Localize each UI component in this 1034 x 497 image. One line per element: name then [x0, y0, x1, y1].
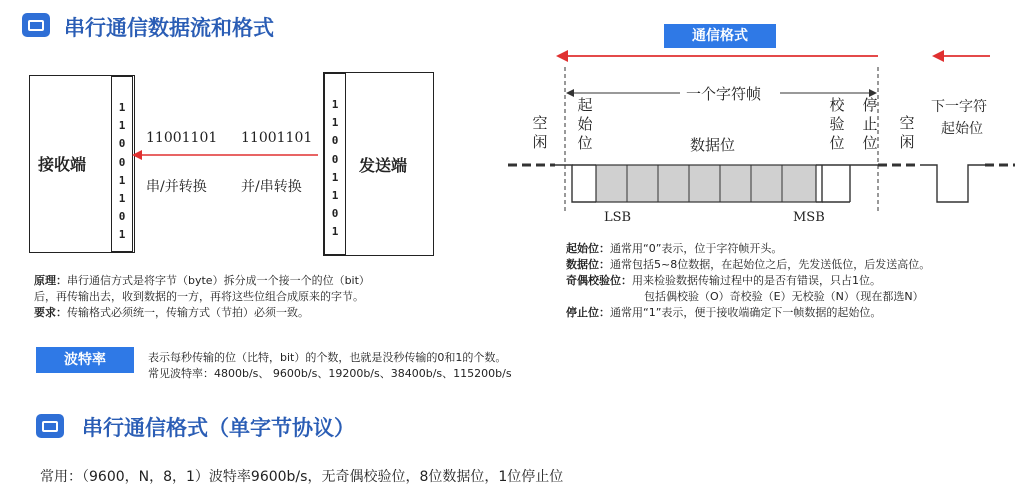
bit-value: 1 — [331, 225, 339, 239]
bit-value: 0 — [118, 137, 126, 151]
data-right: 11001101 — [241, 130, 313, 146]
principle-line1: 串行通信方式是将字节（byte）拆分成一个接一个的位（bit） — [67, 274, 370, 287]
receiver-box — [29, 75, 135, 253]
bit-value: 0 — [331, 134, 339, 148]
receiver-label: 接收端 — [38, 155, 87, 174]
frame-notes — [566, 241, 1031, 321]
conv-right: 并/串转换 — [241, 179, 302, 195]
requirement-text: 传输格式必须统一，传输方式（节拍）必须一致。 — [67, 306, 309, 319]
monitor-icon — [36, 414, 64, 438]
bit-value: 1 — [331, 170, 339, 184]
common-format: 常用：（9600，N，8，1）波特率9600b/s，无奇偶校验位，8位数据位，1位停止位 — [40, 469, 564, 485]
flow-arrow — [130, 145, 330, 165]
note-stop: 停止位：通常用“1”表示，便于接收端确定下一帧数据的起始位。 — [566, 306, 882, 319]
data-left: 11001101 — [146, 130, 218, 146]
bit-value: 1 — [118, 119, 126, 133]
baud-line2: 常见波特率：4800b/s、 9600b/s、19200b/s、38400b/s、115200b/s — [148, 367, 512, 380]
principle-label: 原理： — [34, 274, 67, 287]
frame-label: 一个字符帧 — [682, 83, 765, 104]
monitor-icon — [22, 13, 50, 37]
section-title: 串行通信格式（单字节协议） — [82, 416, 355, 440]
note-data: 数据位：通常包括5~8位数据，在起始位之后，先发送低位，后发送高位。 — [566, 258, 931, 271]
section-title: 串行通信数据流和格式 — [64, 16, 274, 40]
next-start-label-2: 起始位 — [941, 121, 983, 137]
stop-bit-label: 停止位 — [862, 96, 878, 152]
conv-left: 串/并转换 — [146, 179, 207, 195]
check-bit-label: 校验位 — [829, 96, 845, 152]
note-start: 起始位：通常用“0”表示，位于字符帧开头。 — [566, 242, 783, 255]
bit-value: 0 — [331, 207, 339, 221]
bit-value: 1 — [118, 228, 126, 242]
bit-value: 1 — [118, 173, 126, 187]
baud-description — [148, 350, 512, 382]
format-tag: 通信格式 — [664, 24, 776, 48]
bit-value: 1 — [331, 189, 339, 203]
bit-value: 1 — [331, 98, 339, 111]
bit-value: 1 — [331, 116, 339, 130]
principle-line2: 后，再传输出去，收到数据的一方，再将这些位组合成原来的字节。 — [34, 290, 364, 303]
msb-label: MSB — [793, 210, 825, 225]
bit-value: 0 — [118, 210, 126, 224]
baud-line1: 表示每秒传输的位（比特，bit）的个数，也就是没秒传输的0和1的个数。 — [148, 351, 507, 364]
note-parity: 奇偶校验位：用来检验数据传输过程中的是否有错误，只占1位。 — [566, 274, 881, 287]
lsb-label: LSB — [604, 210, 632, 225]
bit-value: 1 — [118, 101, 126, 114]
start-bit-label: 起始位 — [577, 96, 593, 152]
idle2-label: 空闲 — [899, 114, 915, 151]
note-parity-options: 包括偶校验（O）奇校验（E）无校验（N）（现在都选N） — [644, 290, 924, 303]
baud-tag: 波特率 — [36, 347, 134, 373]
next-start-label-1: 下一字符 — [931, 99, 987, 115]
bit-value: 0 — [118, 155, 126, 169]
idle-label: 空闲 — [532, 114, 548, 151]
sender-label: 发送端 — [359, 156, 408, 175]
data-bits-label: 数据位 — [690, 136, 736, 154]
requirement-label: 要求： — [34, 306, 67, 319]
bit-value: 1 — [118, 192, 126, 206]
bit-value: 0 — [331, 152, 339, 166]
sender-box — [323, 72, 434, 256]
principle-text — [34, 273, 454, 321]
